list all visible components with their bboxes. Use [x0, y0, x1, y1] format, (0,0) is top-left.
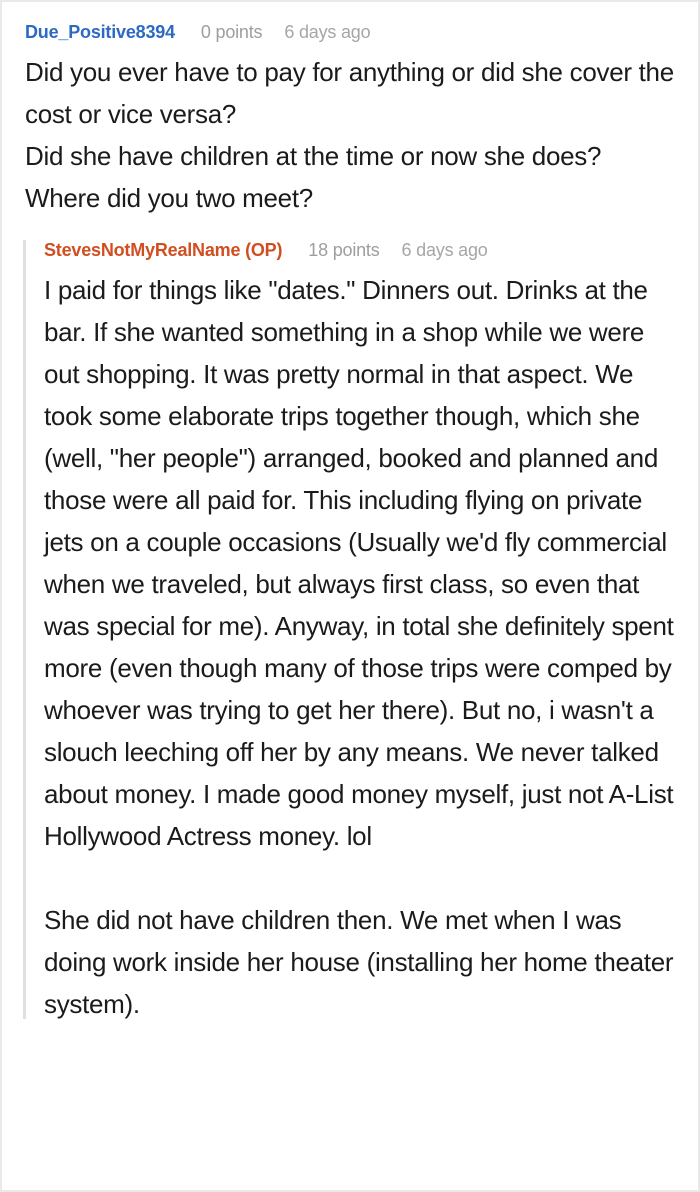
comment-timestamp: 6 days ago	[401, 240, 488, 260]
comment-paragraph: I paid for things like "dates." Dinners out. Drinks at the bar. If she wanted something in a shop while we were out shopping. It was pretty normal in that aspect. We took some elaborate trips together though, which she (well, "her people") arranged, booked and planned and those were all paid for. This including flying on private jets on a couple occasions (Usually we'd fly commercial when we traveled, but always first class, so even that was special for me). Anyway, in total she definitely spent more (even though many of those trips were comped by whoever was trying to get her there). But no, i wasn't a slouch leeching off her by any means. We never talked about money. I made good money myself, just not A-List Hollywood Actress money. lol	[44, 275, 674, 851]
comment-timestamp: 6 days ago	[284, 22, 371, 42]
comment-points: 18 points	[308, 240, 380, 260]
comment-author-link[interactable]: StevesNotMyRealName (OP)	[44, 240, 283, 260]
comment-paragraph: She did not have children then. We met when I was doing work inside her house (installing her home theater system).	[44, 905, 674, 1019]
comment-text-line: Did she have children at the time or now she does?	[25, 141, 602, 171]
comment-text-line: Where did you two meet?	[25, 183, 313, 213]
comment-body	[44, 269, 684, 1025]
comment-header	[44, 238, 684, 262]
comment-text-line: Did you ever have to pay for anything or did she cover the cost or vice versa?	[25, 57, 674, 129]
reply-comment	[23, 238, 684, 1025]
comment-author-link[interactable]: Due_Positive8394	[25, 22, 175, 42]
comment-body	[25, 51, 684, 219]
comment-points: 0 points	[200, 22, 263, 42]
thread-collapse-line[interactable]	[23, 240, 26, 1019]
reply-content	[44, 238, 684, 1025]
comment-header	[25, 20, 684, 44]
comment	[25, 20, 684, 1025]
